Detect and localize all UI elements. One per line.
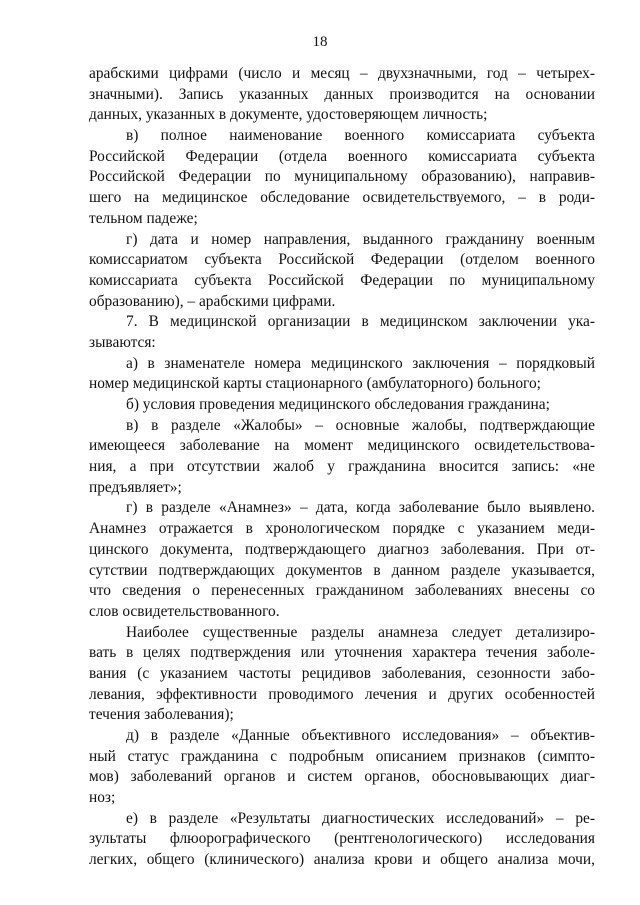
text-line: комиссариата субъекта Российской Федерации по муниципальному [89, 271, 595, 289]
text-line: б) условия проведения медицинского обследования гражданина; [126, 396, 550, 413]
text-line: образованию), – арабскими цифрами. [89, 292, 336, 310]
text-line: сутствии подтверждающих документов в данном разделе указывается, [89, 561, 595, 579]
text-line: имеющееся заболевание на момент медицинского освидетельствова- [89, 437, 595, 455]
text-line: комиссариатом субъекта Российской Федерации (отделом военного [89, 251, 595, 269]
text-line: тельном падеже; [89, 209, 198, 227]
text-line: 7. В медицинской организации в медицинском заключении ука- [126, 313, 595, 331]
text-line: а) в знаменателе номера медицинского заключения – порядковый [126, 354, 595, 372]
text-line: в) полное наименование военного комиссариата субъекта [126, 127, 595, 145]
text-line: Российской Федерации (отдела военного комиссариата субъекта [89, 147, 595, 165]
text-line: вания (с указанием частоты рецидивов заболевания, сезонности забо- [89, 664, 595, 682]
text-line: слов освидетельствованного. [89, 602, 280, 620]
text-line: шего на медицинское обследование освидетельствуемого, – в роди- [89, 189, 595, 207]
text-line: номер медицинской карты стационарного (амбулаторного) больного; [89, 375, 541, 393]
text-line: в) в разделе «Жалобы» – основные жалобы, подтверждающие [126, 416, 595, 434]
text-line: вать в целях подтверждения или уточнения характера течения заболе- [89, 644, 595, 662]
text-line: ния, а при отсутствии жалоб у гражданина вносится запись: «не [89, 458, 595, 476]
text-line: цинского документа, подтверждающего диагноз заболевания. При от- [89, 540, 595, 558]
text-line: г) дата и номер направления, выданного гражданину военным [126, 230, 595, 248]
text-line: данных, указанных в документе, удостоверяющем личность; [89, 106, 488, 124]
text-line: Российской Федерации по муниципальному образованию), направив- [89, 168, 595, 186]
document-body [89, 64, 595, 871]
text-line: г) в разделе «Анамнез» – дата, когда заболевание было выявлено. [126, 499, 595, 517]
text-line: ноз; [89, 789, 116, 807]
text-line: арабскими цифрами (число и месяц – двухзначными, год – четырех- [89, 65, 595, 82]
text-line: Анамнез отражается в хронологическом порядке с указанием меди- [89, 520, 595, 538]
text-line: е) в разделе «Результаты диагностических исследований» – ре- [126, 809, 595, 827]
page-number: 18 [312, 34, 328, 50]
text-line: Наиболее существенные разделы анамнеза следует детализиро- [126, 623, 595, 641]
text-line: что сведения о перенесенных гражданином заболеваниях внесены со [89, 582, 595, 600]
text-line: течения заболевания); [89, 706, 234, 724]
text-line: ный статус гражданина с подробным описанием признаков (симпто- [89, 747, 595, 765]
text-line: предъявляет»; [89, 478, 182, 496]
text-line: значными). Запись указанных данных производится на основании [89, 85, 595, 103]
text-line: левания, эффективности проводимого лечения и других особенностей [89, 685, 595, 703]
text-line: зываются: [89, 333, 156, 351]
text-line: д) в разделе «Данные объективного исследования» – объектив- [126, 727, 595, 744]
text-line: зультаты флюорографического (рентгенологического) исследования [89, 830, 595, 848]
text-line: мов) заболеваний органов и систем органов, обосновывающих диаг- [89, 768, 595, 786]
text-line: легких, общего (клинического) анализа крови и общего анализа мочи, [89, 851, 595, 869]
